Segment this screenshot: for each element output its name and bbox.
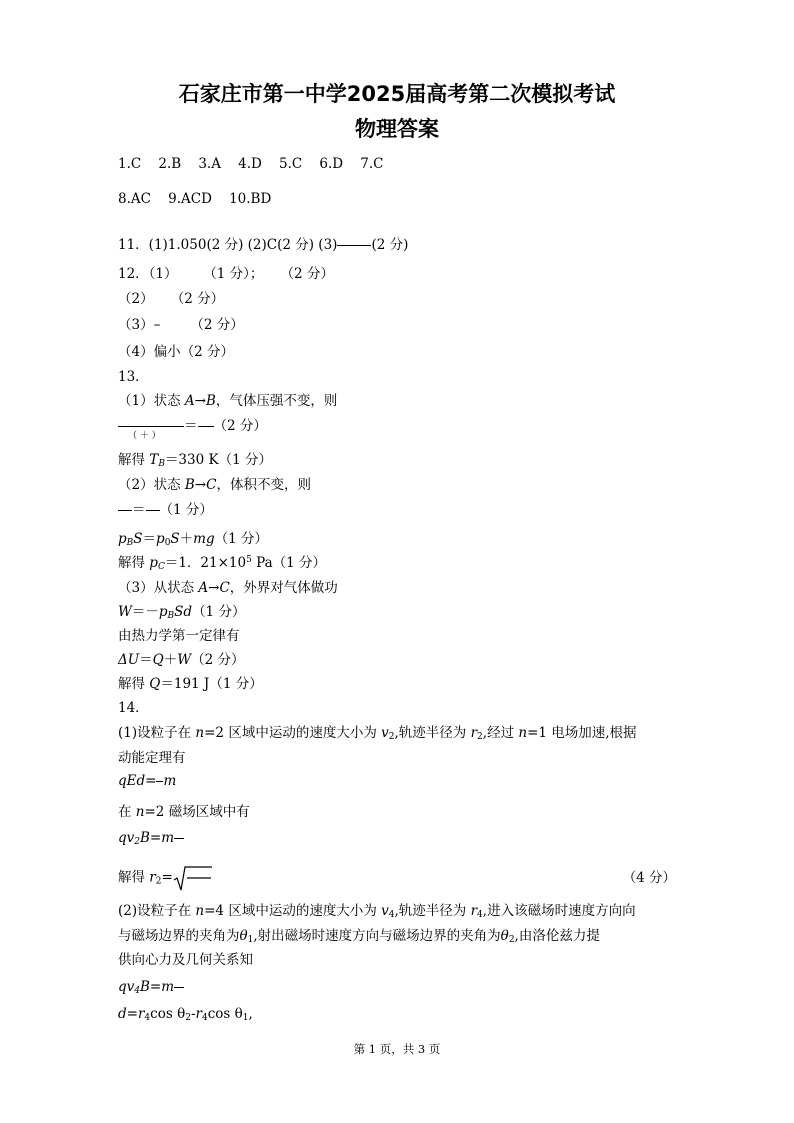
symbol: ΔU (118, 652, 140, 668)
q11-answer (118, 233, 408, 253)
q13-score: （1 分） (214, 531, 269, 547)
q14-text: (1)设粒子在 (118, 725, 196, 741)
q13-text: Pa（1 分） (251, 555, 327, 571)
operator: ＝ (142, 531, 157, 547)
subscript: B (126, 538, 134, 548)
subscript: 2 (134, 837, 141, 847)
subscript: 0 (164, 538, 171, 548)
subscript: C (157, 562, 165, 572)
subscript: 4 (388, 910, 395, 920)
symbol: Sd (174, 604, 193, 620)
q14-paragraph-2-end: 供向心力及几何关系知 (118, 952, 253, 968)
symbol: θ (500, 928, 509, 944)
subscript: 2 (508, 935, 515, 945)
equation-text: d=r (118, 1006, 145, 1022)
symbol: n (518, 725, 528, 741)
symbol: W (118, 604, 132, 620)
fraction-bar (174, 987, 184, 988)
equation-text: qv (118, 979, 135, 995)
q13-score: （1 分） (192, 604, 246, 620)
q14-text: ,进入该磁场时速度方向向 (482, 903, 636, 919)
subscript: 4 (201, 1013, 208, 1023)
fraction-bar (174, 838, 184, 839)
symbol: p (118, 531, 127, 547)
symbol: T (149, 452, 159, 468)
fraction-bar (118, 510, 132, 511)
subscript: 4 (477, 910, 483, 920)
equation-text: , (248, 1006, 253, 1022)
symbol: p (156, 531, 165, 547)
symbol: p (149, 555, 158, 571)
q13-text: ＝191 J（1 分） (160, 676, 263, 692)
symbol: v (381, 903, 389, 919)
q14-score-1: （4 分） (622, 870, 676, 886)
equation-text: B=m (140, 830, 175, 846)
q12-line-1: 12．（1） （1 分）； （2 分） (118, 266, 334, 282)
q14-paragraph-2 (118, 899, 636, 920)
q13-line-4 (118, 473, 311, 493)
symbol: Q (149, 676, 161, 692)
q14-text: ,射出磁场时速度方向与磁场边界的夹角为 (253, 928, 501, 944)
operator: ＝－ (131, 604, 159, 620)
q13-line-7 (118, 551, 326, 572)
equation-text: -r (190, 1006, 202, 1022)
fraction-bar (146, 510, 160, 511)
q13-text: （2）状态 (118, 477, 185, 493)
subscript: 4 (144, 1013, 151, 1023)
q14-text: 与磁场边界的夹角为 (118, 928, 240, 944)
q11-text: 11．(1)1.050(2 分) (2)C(2 分) (3) (118, 237, 338, 253)
q13-line-8 (118, 576, 338, 596)
q13-score: （1 分） (159, 502, 213, 518)
q14-equation-4 (118, 979, 184, 996)
q13-score: （2 分） (213, 418, 267, 434)
q13-line-12 (118, 672, 263, 692)
square-root-icon (173, 865, 213, 891)
fraction-bar (118, 426, 184, 427)
q14-text: =1 电场加速,根据 (527, 725, 637, 741)
q14-paragraph-2-cont (118, 924, 600, 945)
q12-line-2: （2） （2 分） (118, 291, 225, 307)
equation-text: B=m (140, 979, 175, 995)
q13-number: 13． (118, 369, 149, 385)
q13-line-11 (118, 648, 245, 668)
q14-text: ,轨迹半径为 (394, 725, 471, 741)
equals-sign: ＝ (184, 418, 198, 434)
q13-text: ，体积不变，则 (216, 477, 311, 493)
page-subtitle: 物理答案 (355, 117, 439, 141)
q11-score: (2 分) (371, 237, 409, 253)
q13-text: ＝1．21×10 (164, 555, 247, 571)
q13-text: ＝330 K（1 分） (164, 452, 272, 468)
superscript: 5 (246, 555, 252, 565)
q13-line-10: 由热力学第一定律有 (118, 628, 240, 644)
q13-text: 解得 (118, 555, 150, 571)
q14-text: =2 磁场区域中有 (144, 804, 250, 820)
q14-text: 在 (118, 804, 136, 820)
q12-line-4: （4）偏小（2 分） (118, 344, 234, 360)
symbol: r (470, 725, 478, 741)
q14-text: (2)设粒子在 (118, 903, 196, 919)
q13-line-1 (118, 389, 337, 409)
q14-text: ,由洛伦兹力提 (514, 928, 600, 944)
symbol: r (149, 869, 156, 886)
symbol: W (177, 652, 192, 668)
q14-text: =2 区域中运动的速度大小为 (204, 725, 382, 741)
q14-paragraph-1 (118, 721, 637, 742)
operator: ＝ (139, 652, 153, 668)
q14-text: ,轨迹半径为 (394, 903, 471, 919)
q14-number: 14． (118, 700, 149, 716)
symbol: n (135, 804, 145, 820)
q14-line-magnetic (118, 800, 250, 820)
q14-equation-1 (118, 773, 176, 789)
q13-score: （2 分） (191, 652, 245, 668)
q13-line-6 (118, 527, 268, 548)
q13-equation-2 (118, 498, 213, 518)
choice-answers-row-1: 1.C 2.B 3.A 4.D 5.C 6.D 7.C (118, 156, 384, 172)
equation-text: qEd= (118, 773, 157, 789)
operator: ＋ (163, 652, 178, 668)
subscript: 2 (155, 876, 162, 887)
subscript: 2 (477, 732, 483, 742)
subscript: 2 (388, 732, 395, 742)
symbol: n (195, 903, 205, 919)
page-footer: 第 1 页，共 3 页 (353, 1042, 441, 1056)
symbol: θ (239, 928, 248, 944)
q13-text: （3）从状态 (118, 580, 199, 596)
q14-equation-2 (118, 830, 184, 847)
subscript: 2 (185, 1013, 191, 1023)
page-title: 石家庄市第一中学2025届高考第二次模拟考试 (178, 82, 616, 106)
equation-text: cos θ (207, 1006, 243, 1022)
symbol: Q (152, 652, 164, 668)
q13-state: B→C (184, 477, 217, 493)
symbol: mg (193, 531, 215, 547)
equation-text: qv (118, 830, 135, 846)
choice-answers-row-2: 8.AC 9.ACD 10.BD (118, 191, 272, 207)
q14-text: 解得 (118, 869, 150, 886)
q14-equation-3 (118, 865, 213, 891)
q13-text: ，气体压强不变，则 (215, 393, 338, 409)
q13-state: A→C (198, 580, 230, 596)
subscript: 4 (134, 986, 141, 996)
operator: ＋ (179, 531, 194, 547)
q14-equation-5 (118, 1006, 253, 1023)
equals-sign: = (161, 869, 173, 886)
q13-line-3 (118, 448, 272, 469)
equals-sign: ＝ (132, 502, 146, 518)
fraction-bar (198, 426, 214, 427)
symbol: S (170, 531, 180, 547)
q14-paragraph-1-cont: 动能定理有 (118, 750, 186, 766)
q12-line-3: （3）– （2 分） (118, 317, 244, 333)
symbol: p (158, 604, 168, 620)
symbol: r (470, 903, 478, 919)
q14-text: ,经过 (482, 725, 519, 741)
symbol: S (133, 531, 143, 547)
subscript: 1 (242, 1013, 249, 1023)
q13-text: （1）状态 (118, 393, 185, 409)
symbol: m (163, 773, 177, 789)
fraction-denominator: （ ＋ ） (128, 431, 161, 441)
symbol: v (381, 725, 389, 741)
q13-text: 解得 (118, 676, 150, 692)
q13-line-9 (118, 600, 245, 621)
q11-fraction-bar (337, 245, 371, 246)
q13-text: 解得 (118, 452, 150, 468)
equation-text: cos θ (150, 1006, 186, 1022)
subscript: B (167, 611, 175, 621)
q14-text: =4 区域中运动的速度大小为 (204, 903, 382, 919)
symbol: n (195, 725, 205, 741)
q13-state: A→B (184, 393, 216, 409)
q13-text: ，外界对气体做功 (229, 580, 338, 596)
subscript: 1 (247, 935, 254, 945)
subscript: B (158, 459, 165, 469)
